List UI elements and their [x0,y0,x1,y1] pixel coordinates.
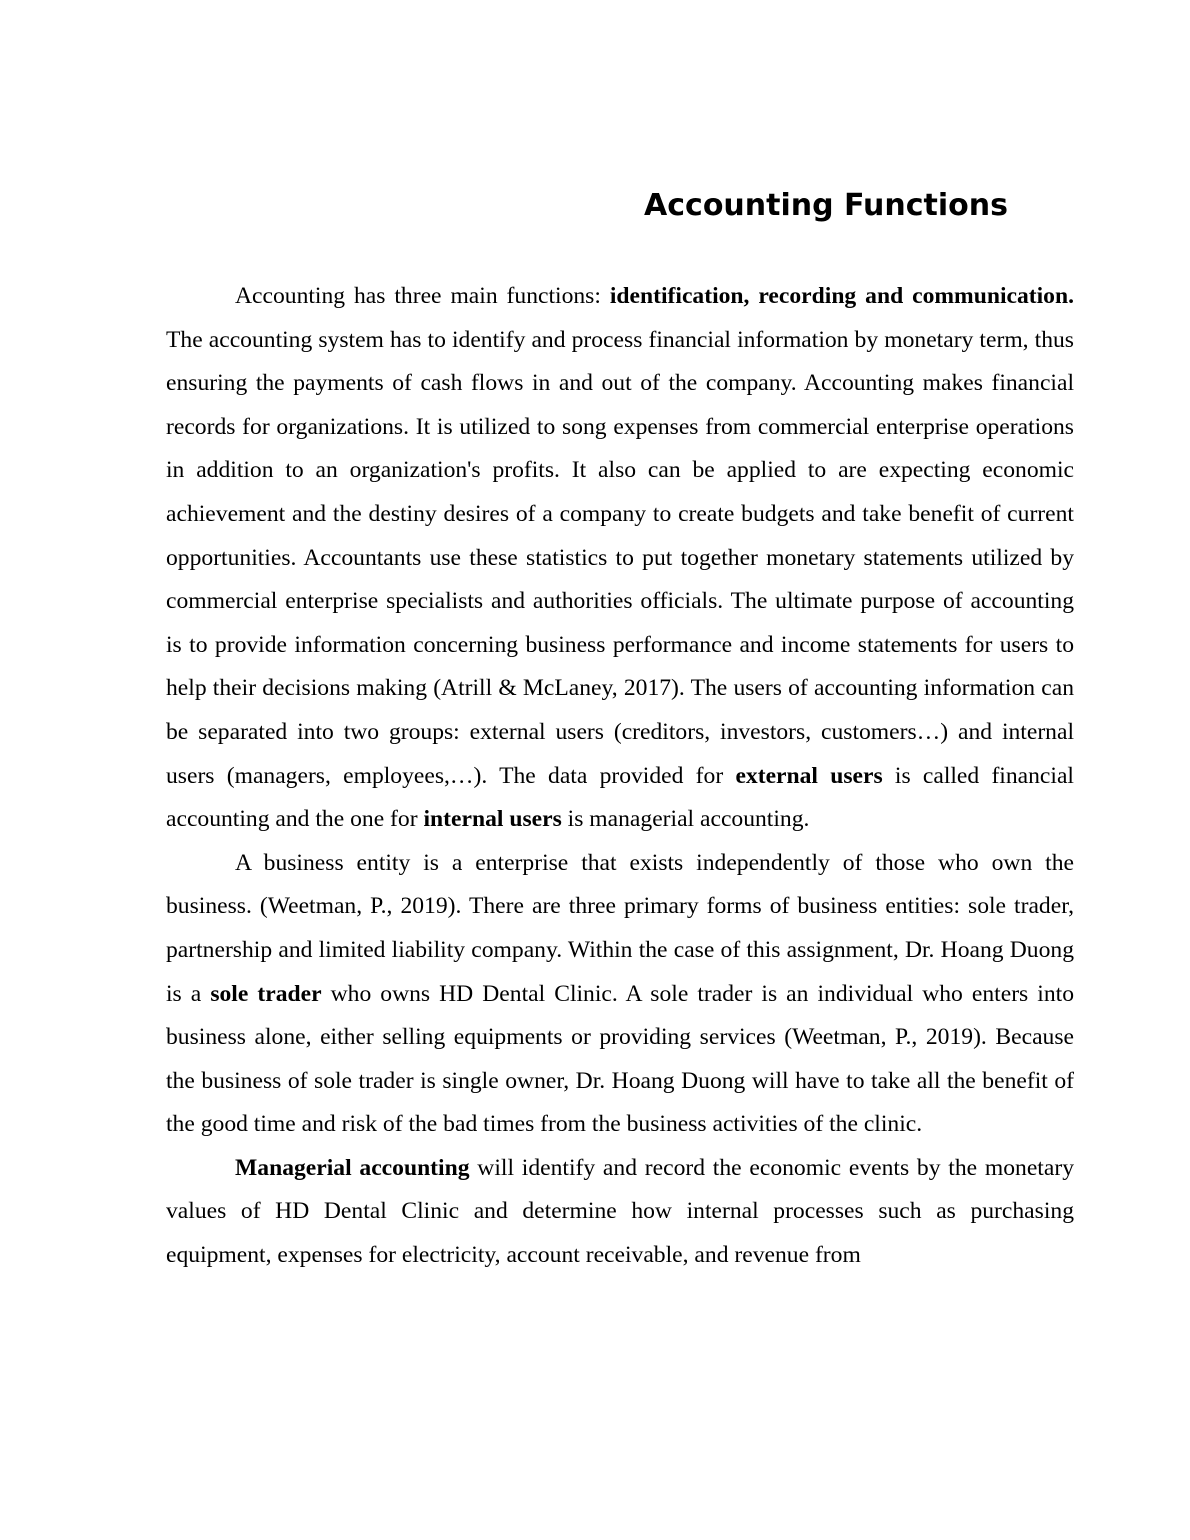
document-body [166,275,1074,1278]
bold-run-managerial-accounting: Managerial accounting [235,1154,470,1181]
page-title: Accounting Functions [644,188,1008,223]
text-run: The accounting system has to identify and process financial information by monetary term, thus ensuring the payments of cash flows in and out of the company. Accounting makes financial records for organizations. It is utilized to song expenses from commercial enterprise operations in addition to an organization's profits. It also can be applied to are expecting economic achievement and the destiny desires of a company to create budgets and take benefit of current opportunities. Accountants use these statistics to put together monetary statements utilized by commercial enterprise specialists and authorities officials. The ultimate purpose of accounting is to provide information concerning business performance and income statements for users to help their decisions making (Atrill & McLaney, 2017). The users of accounting information can be separated into two groups: external users (creditors, investors, customers…) and internal users (managers, employees,…). The data provided for [166,326,1074,789]
text-run: A business entity is a enterprise that exists independently of those who own the business. (Weetman, P., 2019). There are three primary forms of business entities: sole trader, partnership and limited liability company. Within the case of this assignment, Dr. Hoang Duong is a [166,849,1074,1007]
bold-run-sole-trader: sole trader [210,980,322,1007]
text-run: is managerial accounting. [561,806,810,833]
paragraph-business-entity [166,842,1074,1147]
text-run: who owns HD Dental Clinic. A sole trader is an individual who enters into business alone, either selling equipments or providing services (Weetman, P., 2019). Because the business of sole trader is single owner, Dr. Hoang Duong will have to take all the benefit of the good time and risk of the bad times from the business activities of the clinic. [166,980,1074,1138]
text-run: will identify and record the economic events by the monetary values of HD Dental Clinic and determine how internal processes such as purchasing equipment, expenses for electricity, account receivable, and revenue from [166,1154,1074,1269]
bold-run-internal-users: internal users [423,806,562,833]
bold-run-three-functions: identification, recording and communication. [609,283,1074,309]
text-run: Accounting has three main functions: [235,283,610,309]
text-run: is called financial accounting and the one for [166,762,1074,833]
paragraph-managerial-accounting [166,1147,1074,1278]
paragraph-accounting-functions [166,275,1074,842]
bold-run-external-users: external users [735,762,883,789]
